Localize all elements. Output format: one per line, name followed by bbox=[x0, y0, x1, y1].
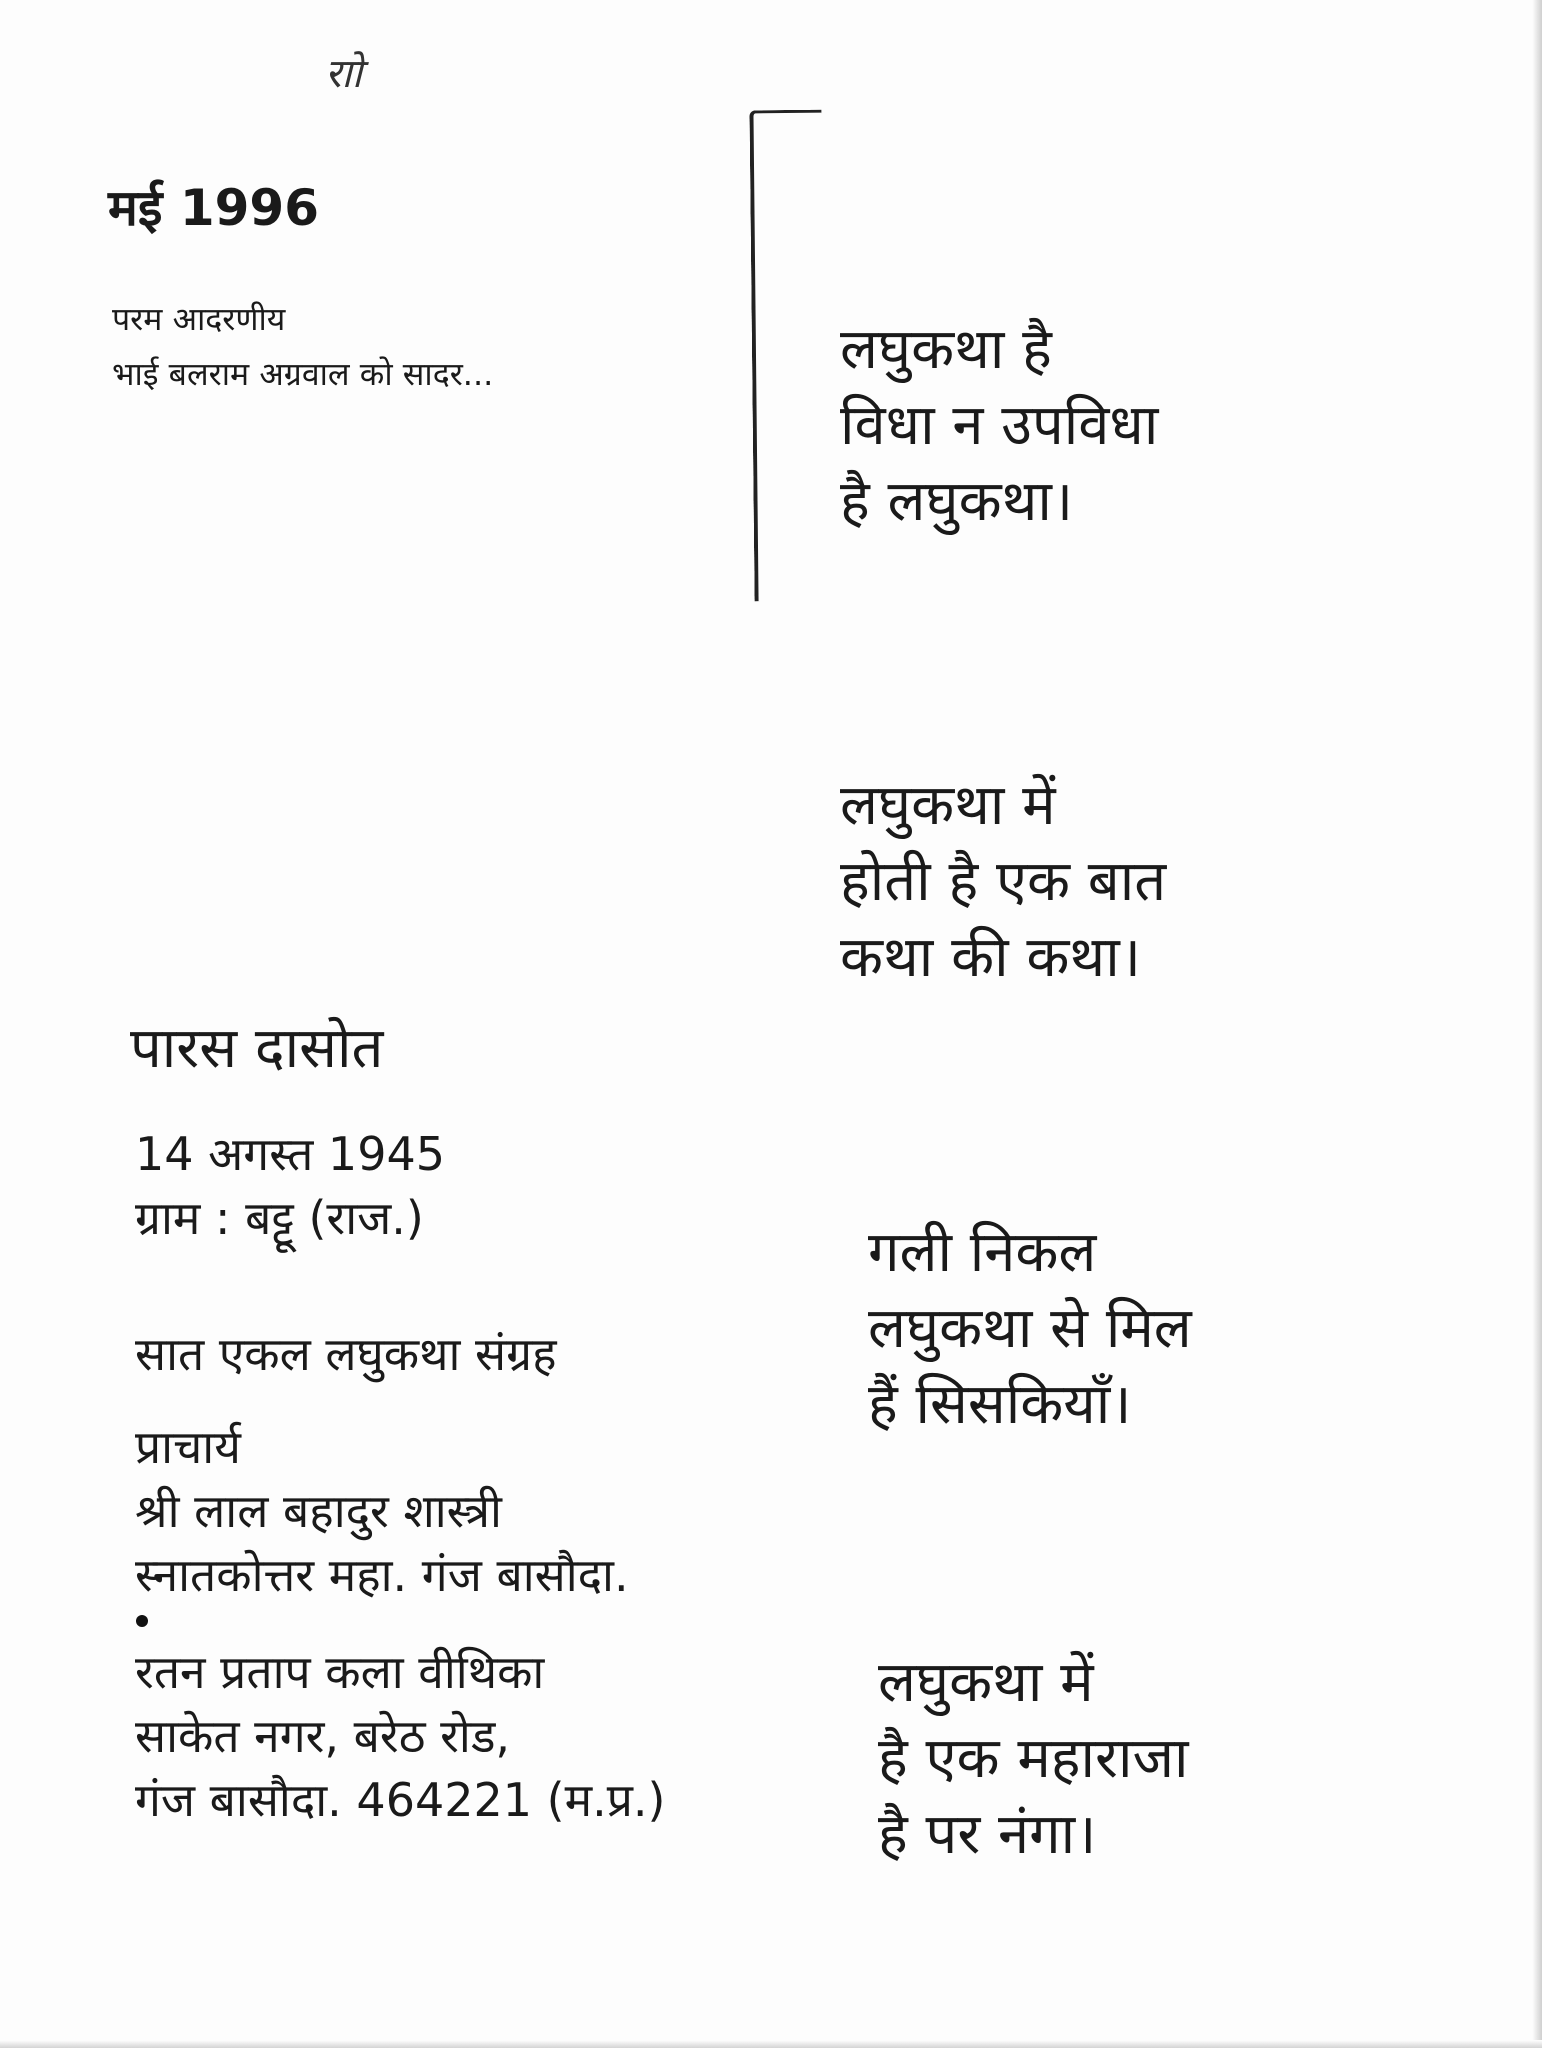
address-line-2: साकेत नगर, बरेठ रोड, bbox=[135, 1709, 511, 1763]
greeting-line-1: परम आदरणीय bbox=[112, 300, 286, 338]
college-line-1: श्री लाल बहादुर शास्त्री bbox=[135, 1484, 502, 1538]
poem-line: होती है एक बात bbox=[840, 849, 1167, 914]
poem-line: है लघुकथा। bbox=[840, 469, 1074, 534]
author-designation-block bbox=[135, 1415, 629, 1607]
poem-line: है एक महाराजा bbox=[878, 1726, 1189, 1791]
author-address bbox=[135, 1640, 665, 1832]
poem-3 bbox=[868, 1215, 1192, 1443]
poem-line: लघुकथा में bbox=[878, 1650, 1094, 1715]
greeting-line-2: भाई बलराम अग्रवाल को सादर... bbox=[112, 355, 494, 393]
bracket-mark bbox=[749, 110, 826, 602]
poem-line: गली निकल bbox=[868, 1220, 1097, 1285]
poem-4 bbox=[878, 1645, 1189, 1873]
poem-line: लघुकथा है bbox=[840, 317, 1052, 382]
poem-line: विधा न उपविधा bbox=[840, 393, 1159, 458]
poem-2 bbox=[840, 768, 1166, 996]
poem-1 bbox=[840, 312, 1158, 540]
poem-line: लघुकथा से मिल bbox=[868, 1296, 1192, 1361]
poem-line: कथा की कथा। bbox=[840, 925, 1141, 990]
poem-line: है पर नंगा। bbox=[878, 1802, 1097, 1867]
scan-edge-bottom bbox=[0, 2040, 1542, 2048]
address-line-1: रतन प्रताप कला वीथिका bbox=[135, 1645, 545, 1699]
pencil-mark: राो bbox=[325, 51, 363, 97]
address-line-3: गंज बासौदा. 464221 (म.प्र.) bbox=[135, 1773, 666, 1827]
author-name: पारस दासोत bbox=[130, 1016, 384, 1081]
bullet-dot bbox=[136, 1615, 148, 1627]
author-books: सात एकल लघुकथा संग्रह bbox=[135, 1327, 557, 1381]
scan-edge-right bbox=[1532, 0, 1542, 2048]
author-birth-info bbox=[135, 1122, 445, 1250]
poem-line: लघुकथा में bbox=[840, 773, 1056, 838]
college-line-2: स्नातकोत्तर महा. गंज बासौदा. bbox=[135, 1548, 629, 1602]
poem-line: हैं सिसकियाँ। bbox=[868, 1372, 1132, 1437]
letter-date: मई 1996 bbox=[108, 179, 320, 237]
village: ग्राम : बट्टू (राज.) bbox=[135, 1191, 424, 1245]
birth-date: 14 अगस्त 1945 bbox=[135, 1127, 445, 1181]
designation: प्राचार्य bbox=[135, 1420, 241, 1474]
